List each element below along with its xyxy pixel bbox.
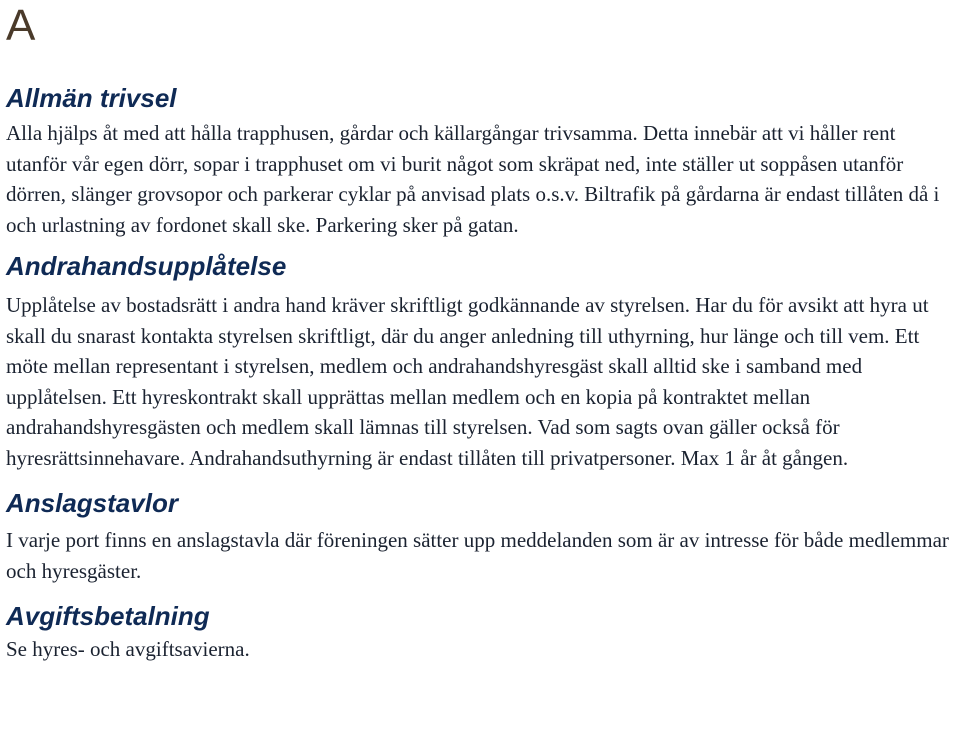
section-avgiftsbetalning [6,600,960,665]
section-heading: Andrahandsupplåtelse [6,251,287,281]
section-andrahandsupplatelse [6,250,960,473]
index-letter: A [6,1,36,50]
section-body: Alla hjälps åt med att hålla trapphusen, gårdar och källargångar trivsamma. Detta innebär att vi håller rent utanför vår egen dörr, sopar i trapphuset om vi burit något som skräpat ned, inte ställer ut soppåsen utanför dörren, slänger grovsopor och parkerar cyklar på anvisad plats o.s.v. Biltrafik på gårdarna är endast tillåten då i och urlastning av fordonet skall ske. Parkering sker på gatan. [6,121,940,237]
section-heading: Anslagstavlor [6,488,178,518]
section-anslagstavlor [6,487,960,586]
section-body: Upplåtelse av bostadsrätt i andra hand kräver skriftligt godkännande av styrelsen. Har du för avsikt att hyra ut skall du snarast kontakta styrelsen skriftligt, där du anger anledning till uthyrning, hur länge och till vem. Ett möte mellan representant i styrelsen, medlem och andrahandshyresgäst skall alltid ske i samband med upplåtelsen. Ett hyreskontrakt skall upprättas mellan medlem och en kopia på kontraktet mellan andrahandshyresgästen och medlem skall lämnas till styrelsen. Vad som sagts ovan gäller också för hyresrättsinnehavare. Andrahandsuthyrning är endast tillåten till privatpersoner. Max 1 år åt gången. [6,293,929,470]
section-body: I varje port finns en anslagstavla där föreningen sätter upp meddelanden som är av intresse för både medlemmar och hyresgäster. [6,528,949,583]
section-allman-trivsel [6,82,960,240]
document-page [6,0,960,665]
section-heading: Allmän trivsel [6,83,177,113]
section-body: Se hyres- och avgiftsavierna. [6,637,250,661]
section-heading: Avgiftsbetalning [6,601,210,631]
